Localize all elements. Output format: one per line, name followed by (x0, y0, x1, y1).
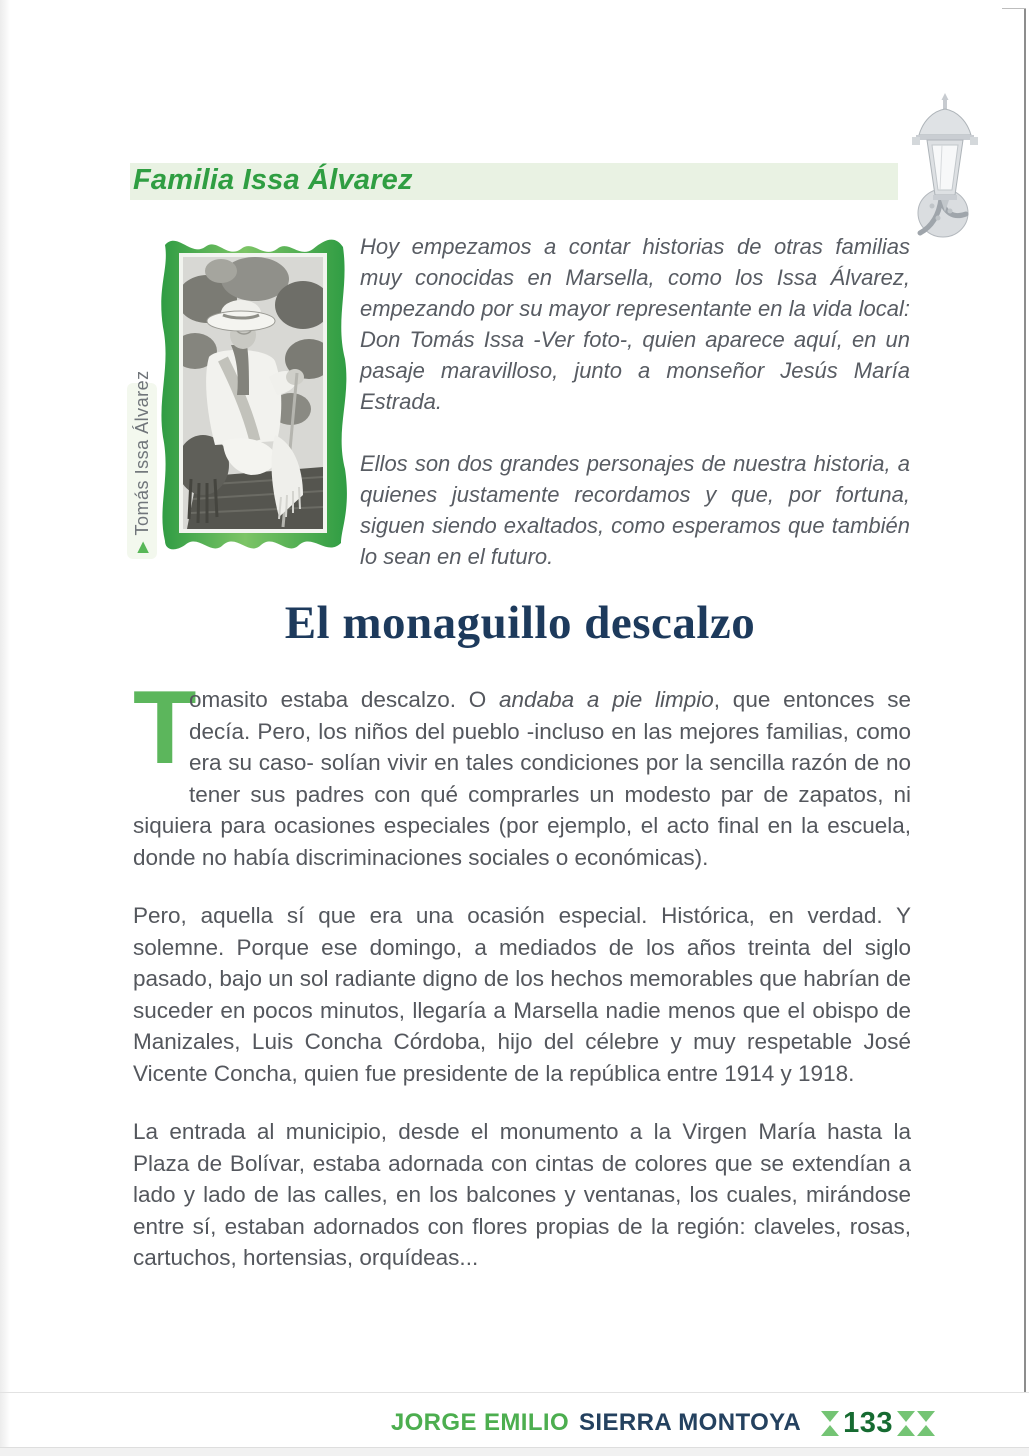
body-paragraph (133, 670, 911, 873)
body-text (133, 670, 911, 1301)
page-top-edge-line (1002, 8, 1026, 9)
hourglass-single-icon (821, 1411, 839, 1436)
body-text-italic: andaba a pie limpio (499, 687, 714, 712)
page-right-edge-line (1024, 8, 1026, 1392)
hourglass-double-icon (897, 1411, 935, 1436)
wall-lantern-icon (905, 93, 985, 238)
triangle-marker-icon: ▶ (133, 541, 151, 553)
chapter-title: El monaguillo descalzo (284, 597, 756, 649)
body-paragraph: La entrada al municipio, desde el monumento a la Virgen María hasta la Plaza de Bolívar, estaba adornada con cintas de colores que se extendían a lado y lado de las calles, en los balcones y ventanas, los cuales, mirándose entre sí, estaban adornados con flores propias de la región: claveles, rosas, cartuchos, hortensias, orquídeas... (133, 1119, 911, 1270)
intro-paragraph: Hoy empezamos a contar historias de otras familias muy conocidas en Marsella, como los Issa Álvarez, empezando por su mayor representante en la vida local: Don Tomás Issa -Ver foto-, quien aparece aquí, en un pasaje maravilloso, junto a monseñor Jesús María Estrada. (360, 234, 910, 414)
page-number: 133 (843, 1406, 893, 1439)
footer-author-first: JORGE EMILIO (390, 1409, 570, 1436)
page-left-edge-shadow (0, 0, 10, 1456)
photo-caption (127, 370, 157, 559)
body-text-run: , que entonces se decía. Pero, los niños del pueblo -incluso en las mejores familias, como era su caso- solían vivir en tales condiciones por la sencilla razón de no tener sus padres con qué comprarles un modesto par de zapatos, ni siquiera para ocasiones especiales (por ejemplo, el acto final en la escuela, donde no había discriminaciones sociales o económicas). (133, 687, 911, 870)
intro-paragraph: Ellos son dos grandes personajes de nuestra historia, a quienes justamente recordamos y que, por fortuna, siguen siendo exaltados, como esperamos que también lo sean en el futuro. (360, 451, 910, 569)
body-paragraph: Pero, aquella sí que era una ocasión especial. Histórica, en verdad. Y solemne. Porque ese domingo, a mediados de los años treinta del siglo pasado, bajo un sol radiante digno de los hechos memorables que habrían de suceder en pocos minutos, llegaría a Marsella nadie menos que el obispo de Manizales, Luis Concha Córdoba, hijo del célebre y muy respetable José Vicente Concha, quien fue presidente de la república entre 1914 y 1918. (133, 903, 911, 1086)
photo-caption-text: Tomás Issa Álvarez (131, 370, 152, 536)
section-title: Familia Issa Álvarez (133, 164, 413, 196)
intro-block (360, 231, 910, 603)
page-number-group (821, 1407, 935, 1440)
footer-author-last: SIERRA MONTOYA (579, 1409, 802, 1436)
dropcap: T (133, 670, 197, 786)
page-bottom-edge (0, 1448, 1029, 1456)
photo-tomas-issa (173, 257, 333, 529)
page-footer (391, 1403, 935, 1443)
body-text-run: omasito estaba descalzo. O (189, 687, 500, 712)
framed-photo (157, 227, 349, 559)
footer-separator (0, 1392, 1029, 1393)
